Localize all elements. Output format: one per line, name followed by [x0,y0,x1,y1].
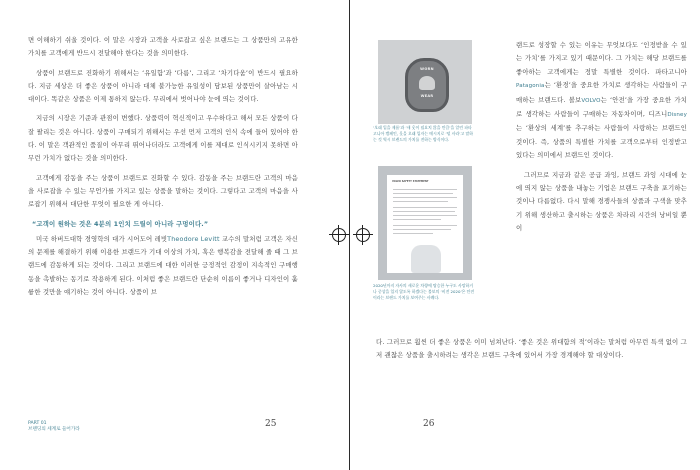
figure-caption: 2020년까지 자사의 새로운 차량에 탑승한 누구도 사망하거나 중상을 입지 않도록 하겠다는 볼보의 ‘비전 2020’은 안전이라는 브랜드 가치를 보여주는 사례다. [373,283,475,301]
document-title: VOLVO SAFETY STATEMENT [392,180,429,183]
paragraph: 랜드로 성장할 수 있는 이유는 무엇보다도 ‘인정받을 수 있는 가치’를 가지고 있기 때문이다. 그 가치는 해당 브랜드를 좋아하는 고객에게는 정말 특별한 것이다. 파타고니아Patagonia는 ‘환경’을 중요한 가치로 생각하는 사람들이 구매하는 브랜드다. 볼보VOLVO는 ‘안전’을 가장 중요한 가치로 생각하는 사람들이 구매하는 자동차이며, 디즈니Disney는 ‘환상의 세계’를 추구하는 사람들이 사랑하는 브랜드인 것이다. 즉, 상품의 특별한 가치를 고객으로부터 인정받고 있다는 의미에서 브랜드인 것이다. [516,41,687,160]
brand-name: Theodore Levitt [167,234,220,243]
part-title: 브랜딩의 세계로 들어가라 [28,427,80,432]
paragraph: 지금의 시장은 기준과 관점이 변했다. 상품력이 혁신적이고 우수하다고 해서 모든 상품이 다 잘 팔리는 것은 아니다. 상품이 구매되기 위해서는 우선 먼저 고객의 인식 속에 들어 있어야 한다. 이 말은 객관적인 품질이 아무리 뛰어나더라도 고객에게 이를 제대로 인식시키지 못하면 아무런 가치가 없다는 것을 의미한다. [28,114,298,163]
paragraph: 다. 그러므로 훨씬 더 좋은 상품은 이미 넘쳐난다. ‘좋은 것은 위대함의 적’이라는 말처럼 아무런 특색 없이 그저 괜찮은 상품을 출시하려는 생각은 브랜드 구축에 있어서 가장 경계해야 할 대상이다. [376,338,687,360]
page-number: 26 [423,419,435,429]
volvo-document-image [378,166,472,280]
crop-mark-icon [329,225,349,245]
paragraph: 그러므로 지금과 같은 공급 과잉, 브랜드 과잉 시대에 눈에 띄지 않는 상품을 내놓는 기업은 브랜드 구축을 포기하는 것이나 다름없다. 다시 말해 경쟁사들의 상품과 구색을 맞추기 위해 생산하고 출시하는 상품은 차라리 시간의 낭비일 뿐이 [516,170,687,233]
worn-wear-patch-icon [405,58,449,112]
car-seat-icon [411,245,441,273]
running-footer [28,421,80,433]
part-label: PART 01 [28,421,47,426]
document-sheet [387,175,463,273]
paragraph: 면 이해하기 쉬울 것이다. 이 말은 시장과 고객을 사로잡고 싶은 브랜드는 그 상품만의 고유한 가치를 고객에게 반드시 전달해야 한다는 것을 의미한다. [28,36,298,58]
paragraph-text: 교수의 말처럼 고객은 자신의 문제를 해결하기 위해 이용한 브랜드가 기대 이상의 가치, 혹은 행복감을 전달해 줄 때 그 브랜드에 감동하게 되는 것이다. 그리고 브랜드에 대한 이러한 긍정적인 감정이 지속적인 구매행동을 촉발하는 동기로 작용하게 된다. 이처럼 좋은 브랜드란 단순히 이름이 좋거나 디자인이 훌륭한 것만을 얘기하는 것이 아니다. 상품이 브 [28,234,298,297]
paragraph: 상품이 브랜드로 진화하기 위해서는 ‘유일함’과 ‘다름’, 그리고 ‘차기다움’이 반드시 필요하다. 지금 세상은 더 좋은 상품이 아니라 대체 불가능한 유일성이 담보된 상품만이 살아남는 시대이다. 똑같은 상품은 이제 통하지 않는다. 무리에서 벗어나야 눈에 띄는 것이다. [28,68,298,104]
paragraph: 고객에게 감동을 주는 상품이 브랜드로 진화할 수 있다. 감동을 주는 브랜드란 고객의 마음을 사로잡을 수 있는 무언가를 가지고 있는 상품을 말하는 것이다. 그렇다고 고객의 마음을 사로잡기 위해서 대단한 무엇이 필요한 게 아니다. [28,173,298,209]
right-body-text [516,39,687,242]
jacket-icon [419,76,435,90]
left-page [0,0,349,470]
patch-text-top: WORN [420,67,434,71]
pull-quote: “고객이 원하는 것은 4분의 1인치 드릴이 아니라 구멍이다.” [32,219,209,228]
patch-text-bottom: WEAR [420,94,434,98]
figure-caption: ‘오래 입을 제품’과 ‘새 옷이 필요치 않을 만큼’을 알린 파타고니아 캠페인, 옷을 오래 입자는 메시지로 ‘덜 사라’고 말하는 것 역시 브랜드의 가치를 전하는 방식이다. [373,125,474,143]
page-number: 25 [265,419,277,429]
left-body-text [28,34,298,305]
paragraph [28,233,298,299]
patagonia-patch-image [378,40,472,124]
paragraph-text: 미국 하버드대학 경영학의 대가 시어도어 레빗 [36,234,168,243]
